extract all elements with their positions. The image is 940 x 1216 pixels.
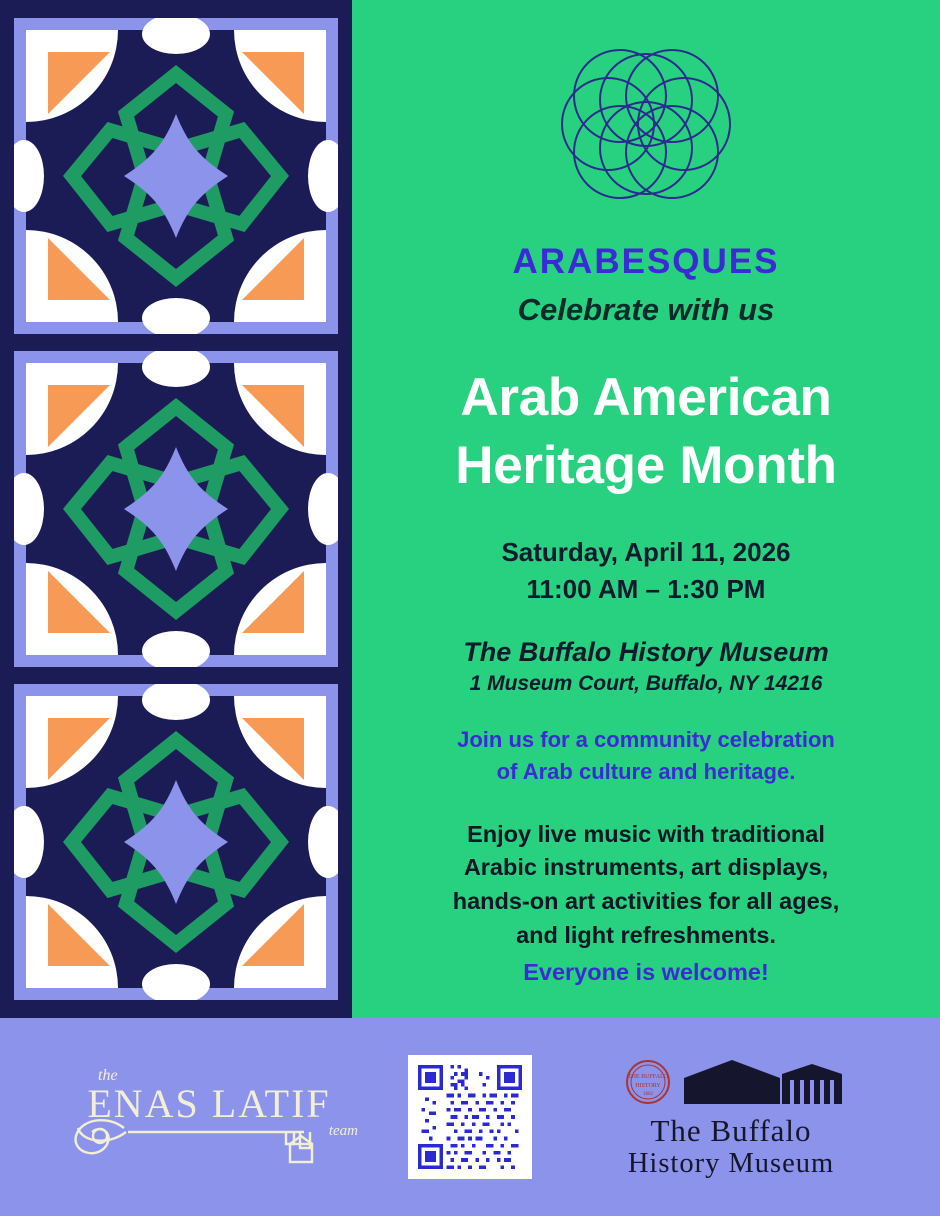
title-line-2: Heritage Month bbox=[455, 435, 837, 495]
welcome-text: Everyone is welcome! bbox=[523, 959, 769, 986]
qr-code-icon[interactable] bbox=[408, 1055, 532, 1179]
event-venue: The Buffalo History Museum bbox=[463, 637, 829, 668]
sponsor-name: ENAS LATIF bbox=[87, 1081, 331, 1126]
museum-name-line-1: The Buffalo bbox=[650, 1112, 812, 1148]
event-time: 11:00 AM – 1:30 PM bbox=[526, 574, 766, 605]
museum-building-icon bbox=[606, 1054, 856, 1114]
tagline: Celebrate with us bbox=[517, 292, 775, 327]
geometric-rosette-icon bbox=[386, 26, 906, 240]
event-details bbox=[386, 818, 906, 990]
event-address: 1 Museum Court, Buffalo, NY 14216 bbox=[469, 672, 823, 696]
museum-name-line-2: History Museum bbox=[627, 1148, 835, 1180]
invite-line-1: Join us for a community celebration bbox=[457, 727, 835, 753]
details-line-4: and light refreshments. bbox=[516, 921, 776, 948]
svg-text:1862: 1862 bbox=[643, 1091, 653, 1097]
pattern-tile bbox=[14, 684, 338, 1000]
sponsor-the: the bbox=[98, 1067, 118, 1084]
brand-title: ARABESQUES bbox=[512, 242, 780, 281]
museum-wordmark bbox=[628, 1114, 834, 1181]
arabesque-pattern-panel bbox=[0, 0, 352, 1018]
invite-line-2: of Arab culture and heritage. bbox=[496, 758, 796, 784]
poster-content bbox=[352, 0, 940, 1018]
pattern-tiles bbox=[14, 18, 338, 1000]
event-date: Saturday, April 11, 2026 bbox=[501, 536, 791, 567]
svg-text:THE BUFFALO: THE BUFFALO bbox=[627, 1073, 669, 1080]
sponsor-logo bbox=[44, 1062, 374, 1172]
sponsor-team: team bbox=[328, 1123, 358, 1139]
details-line-3: hands-on art activities for all ages, bbox=[452, 888, 840, 914]
event-datetime bbox=[386, 534, 906, 609]
invitation-text bbox=[386, 724, 906, 788]
page-title bbox=[386, 364, 906, 500]
title-line-1: Arab American bbox=[460, 368, 832, 427]
museum-logo bbox=[566, 1054, 896, 1181]
pattern-tile bbox=[14, 18, 338, 334]
details-line-1: Enjoy live music with traditional bbox=[467, 820, 825, 847]
pattern-tile bbox=[14, 351, 338, 667]
poster-footer bbox=[0, 1018, 940, 1216]
details-line-2: Arabic instruments, art displays, bbox=[463, 854, 829, 881]
svg-text:HISTORY: HISTORY bbox=[635, 1082, 661, 1089]
